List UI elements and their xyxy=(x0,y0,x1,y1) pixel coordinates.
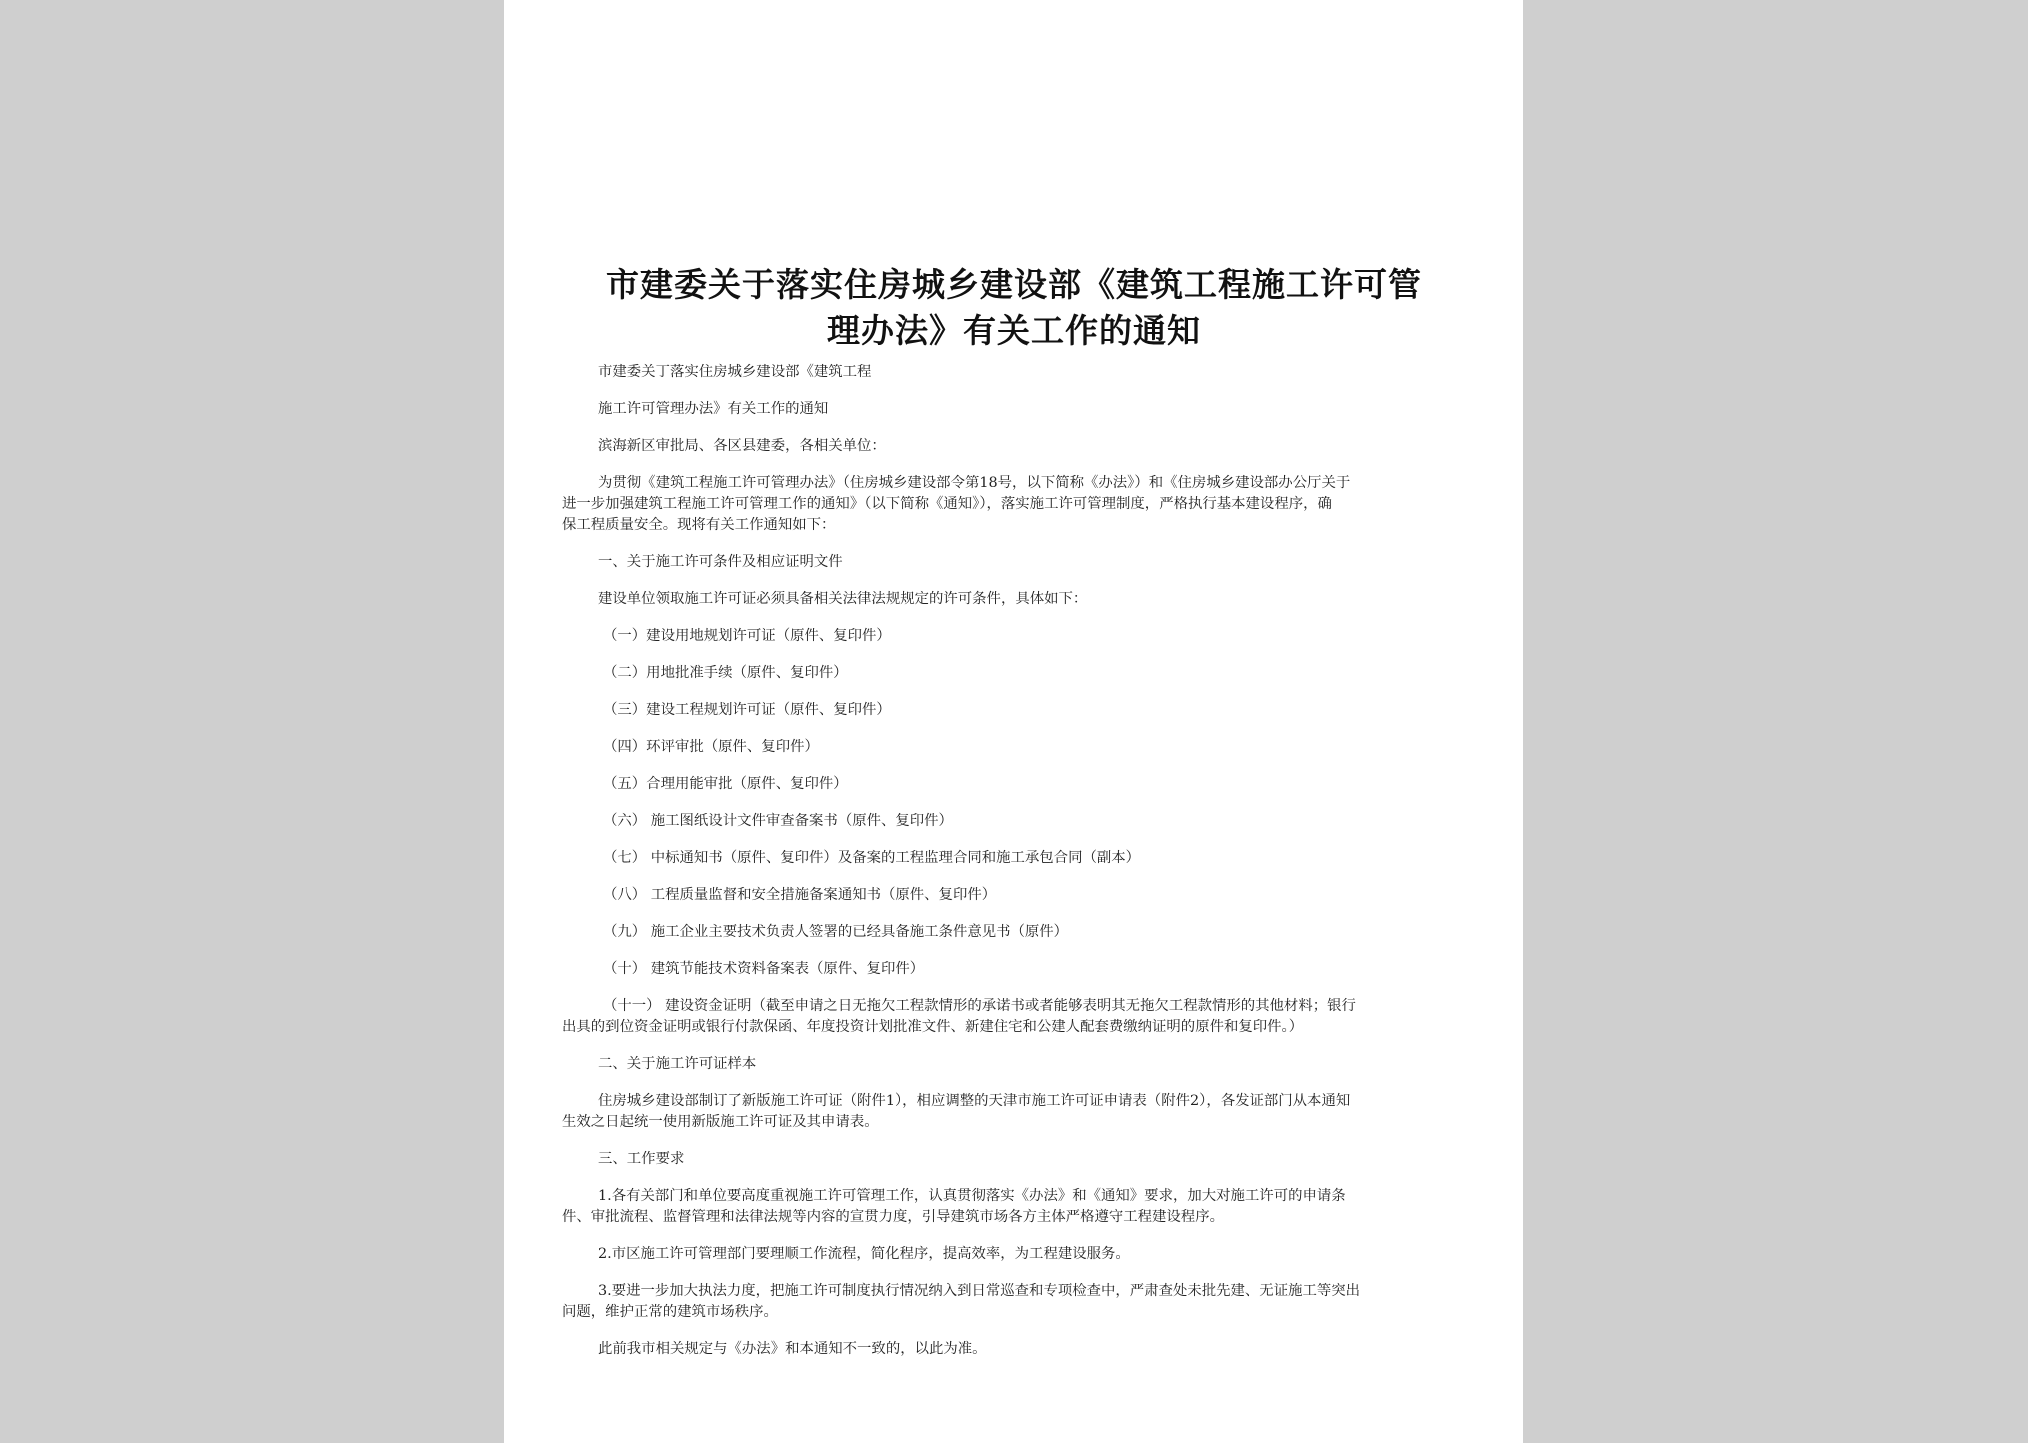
paragraph: 滨海新区审批局、各区县建委，各相关单位： xyxy=(598,438,886,454)
paragraph: 一、关于施工许可条件及相应证明文件 xyxy=(598,554,843,570)
paragraph-continuation: 件、审批流程、监督管理和法律法规等内容的宣贯力度，引导建筑市场各方主体严格遵守工程建设程序。 xyxy=(562,1209,1224,1225)
paragraph: 3.要进一步加大执法力度，把施工许可制度执行情况纳入到日常巡查和专项检查中，严肃查处未批先建、无证施工等突出 xyxy=(598,1283,1361,1299)
paragraph: （一）建设用地规划许可证（原件、复印件） xyxy=(603,628,891,644)
paragraph-continuation: 问题，维护正常的建筑市场秩序。 xyxy=(562,1304,778,1320)
paragraph: 施工许可管理办法》有关工作的通知 xyxy=(598,401,829,417)
paragraph: 2.市区施工许可管理部门要理顺工作流程，简化程序，提高效率，为工程建设服务。 xyxy=(598,1246,1130,1262)
paragraph: （五）合理用能审批（原件、复印件） xyxy=(603,776,848,792)
document-title xyxy=(564,262,1464,354)
paragraph: 建设单位领取施工许可证必须具备相关法律法规规定的许可条件，具体如下： xyxy=(598,591,1088,607)
title-line: 市建委关于落实住房城乡建设部《建筑工程施工许可管 xyxy=(606,265,1422,304)
document-body xyxy=(562,362,1464,1360)
paragraph: （二）用地批准手续（原件、复印件） xyxy=(603,665,848,681)
paragraph: （十） 建筑节能技术资料备案表（原件、复印件） xyxy=(603,961,925,977)
paragraph-continuation: 出具的到位资金证明或银行付款保函、年度投资计划批准文件、新建住宅和公建人配套费缴纳证明的原件和复印件。） xyxy=(562,1019,1304,1035)
paragraph: （四）环评审批（原件、复印件） xyxy=(603,739,819,755)
paragraph: （八） 工程质量监督和安全措施备案通知书（原件、复印件） xyxy=(603,887,997,903)
title-line: 理办法》有关工作的通知 xyxy=(827,311,1201,350)
document-page xyxy=(504,0,1523,1443)
paragraph: （七） 中标通知书（原件、复印件）及备案的工程监理合同和施工承包合同（副本） xyxy=(603,850,1141,866)
paragraph: 住房城乡建设部制订了新版施工许可证（附件1），相应调整的天津市施工许可证申请表（附件2），各发证部门从本通知 xyxy=(598,1093,1351,1109)
paragraph: 三、工作要求 xyxy=(598,1151,685,1167)
paragraph: 为贯彻《建筑工程施工许可管理办法》（住房城乡建设部令第18号，以下简称《办法》）和《住房城乡建设部办公厅关于 xyxy=(598,475,1351,491)
paragraph-continuation: 保工程质量安全。现将有关工作通知如下： xyxy=(562,517,836,533)
paragraph: 此前我市相关规定与《办法》和本通知不一致的，以此为准。 xyxy=(598,1341,987,1357)
paragraph: （六） 施工图纸设计文件审查备案书（原件、复印件） xyxy=(603,813,953,829)
paragraph: 市建委关丁落实住房城乡建设部《建筑工程 xyxy=(598,364,872,380)
paragraph: （九） 施工企业主要技术负责人签署的已经具备施工条件意见书（原件） xyxy=(603,924,1069,940)
paragraph-continuation: 生效之日起统一使用新版施工许可证及其申请表。 xyxy=(562,1114,879,1130)
paragraph-continuation: 进一步加强建筑工程施工许可管理工作的通知》（以下简称《通知》），落实施工许可管理制度，严格执行基本建设程序，确 xyxy=(562,496,1332,512)
paragraph: （三）建设工程规划许可证（原件、复印件） xyxy=(603,702,891,718)
paragraph: 二、关于施工许可证样本 xyxy=(598,1056,757,1072)
paragraph: （十一） 建设资金证明（截至申请之日无拖欠工程款情形的承诺书或者能够表明其无拖欠工程款情形的其他材料；银行 xyxy=(603,998,1356,1014)
paragraph: 1.各有关部门和单位要高度重视施工许可管理工作，认真贯彻落实《办法》和《通知》要求，加大对施工许可的申请条 xyxy=(598,1188,1346,1204)
